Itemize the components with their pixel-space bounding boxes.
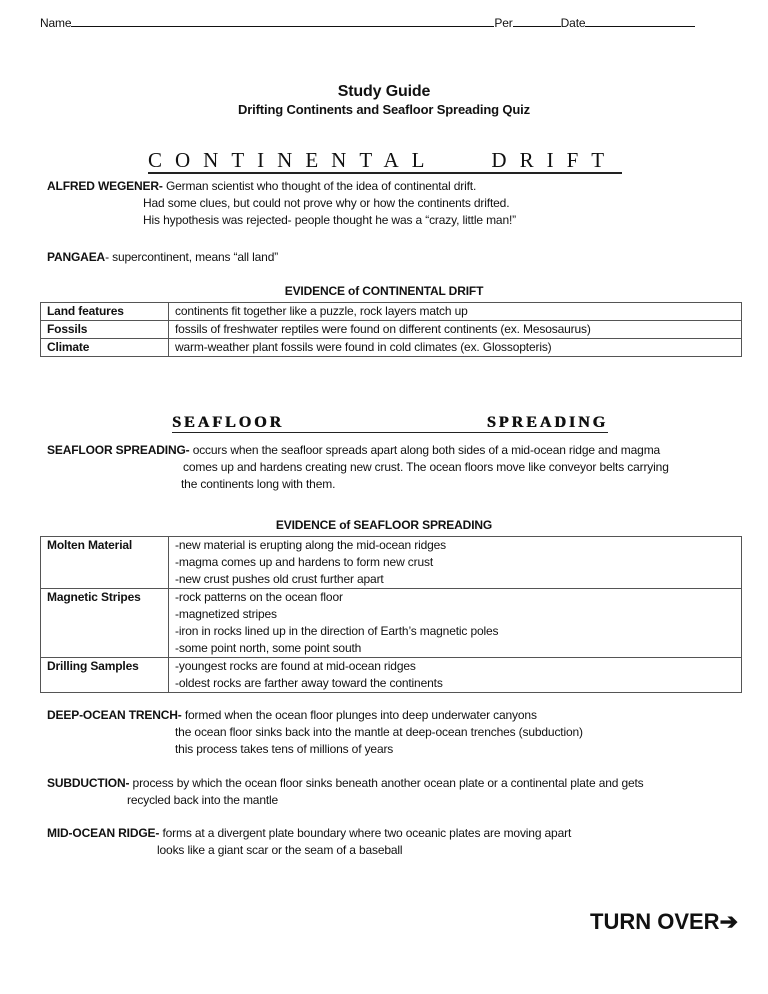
ridge-line: forms at a divergent plate boundary where two oceanic plates are moving apart xyxy=(162,826,572,840)
evidence-line: -rock patterns on the ocean floor xyxy=(175,590,343,604)
evidence-text xyxy=(169,589,742,658)
wegener-line: German scientist who thought of the idea of continental drift. xyxy=(165,179,477,193)
evidence-line: -oldest rocks are farther away toward the continents xyxy=(175,676,443,690)
seafloor-term: SEAFLOOR SPREADING- xyxy=(47,443,190,457)
wegener-line: Had some clues, but could not prove why or how the continents drifted. xyxy=(143,196,510,210)
subduction-line: recycled back into the mantle xyxy=(127,793,279,807)
subduction-line: process by which the ocean floor sinks beneath another ocean plate or a continental plate and gets xyxy=(132,776,644,790)
evidence-line: -magma comes up and hardens to form new crust xyxy=(175,555,434,569)
evidence-line: -new crust pushes old crust further apart xyxy=(175,572,384,586)
evidence-label: Drilling Samples xyxy=(41,658,169,693)
period-blank[interactable] xyxy=(513,14,561,27)
seafloor-evidence-heading: EVIDENCE of SEAFLOOR SPREADING xyxy=(275,518,493,532)
trench-line: the ocean floor sinks back into the mantle at deep-ocean trenches (subduction) xyxy=(175,725,583,739)
seafloor-evidence-table xyxy=(40,536,742,693)
evidence-line: -some point north, some point south xyxy=(175,641,362,655)
subduction-definition xyxy=(47,775,644,809)
period-label: Per xyxy=(494,16,513,30)
date-label: Date xyxy=(560,16,586,30)
pangaea-definition xyxy=(47,249,278,266)
name-blank[interactable] xyxy=(71,14,494,27)
seafloor-line: comes up and hardens creating new crust. The ocean floors move like conveyor belts carrying xyxy=(183,460,669,474)
pangaea-term: PANGAEA xyxy=(47,250,106,264)
evidence-line: -iron in rocks lined up in the direction of Earth’s magnetic poles xyxy=(175,624,499,638)
continental-drift-heading-wrap xyxy=(148,148,622,174)
evidence-line: -new material is erupting along the mid-ocean ridges xyxy=(175,538,447,552)
seafloor-definition xyxy=(47,442,669,493)
right-arrow-icon: ➔ xyxy=(719,909,738,934)
name-date-line xyxy=(40,14,695,31)
seafloor-line: occurs when the seafloor spreads apart along both sides of a mid-ocean ridge and magma xyxy=(192,443,661,457)
pangaea-text: - supercontinent, means “all land” xyxy=(105,250,279,264)
date-blank[interactable] xyxy=(585,14,695,27)
evidence-label: Molten Material xyxy=(41,537,169,589)
table-row xyxy=(41,537,742,589)
evidence-line: -youngest rocks are found at mid-ocean ridges xyxy=(175,659,416,673)
evidence-text: continents fit together like a puzzle, rock layers match up xyxy=(169,303,742,321)
evidence-label: Climate xyxy=(41,339,169,357)
wegener-term: ALFRED WEGENER- xyxy=(47,179,163,193)
ridge-term: MID-OCEAN RIDGE- xyxy=(47,826,160,840)
page-subtitle: Drifting Continents and Seafloor Spreading Quiz xyxy=(238,102,530,117)
turn-over-label xyxy=(590,909,738,935)
evidence-text: fossils of freshwater reptiles were found on different continents (ex. Mesosaurus) xyxy=(169,321,742,339)
seafloor-heading-left: SEAFLOOR xyxy=(172,414,285,431)
trench-definition xyxy=(47,707,583,758)
continental-evidence-heading: EVIDENCE of CONTINENTAL DRIFT xyxy=(284,284,484,298)
trench-term: DEEP-OCEAN TRENCH- xyxy=(47,708,182,722)
seafloor-heading-right: SPREADING xyxy=(486,414,608,431)
subduction-term: SUBDUCTION- xyxy=(47,776,130,790)
table-row xyxy=(41,321,742,339)
evidence-label: Land features xyxy=(41,303,169,321)
ridge-line: looks like a giant scar or the seam of a baseball xyxy=(157,843,403,857)
seafloor-heading xyxy=(172,414,608,433)
table-row xyxy=(41,589,742,658)
trench-line: this process takes tens of millions of years xyxy=(175,742,394,756)
evidence-line: -magnetized stripes xyxy=(175,607,277,621)
name-label: Name xyxy=(40,16,72,30)
trench-line: formed when the ocean floor plunges into deep underwater canyons xyxy=(184,708,537,722)
continental-drift-heading: CONTINENTAL DRIFT xyxy=(148,148,622,174)
evidence-label: Magnetic Stripes xyxy=(41,589,169,658)
table-row xyxy=(41,339,742,357)
turn-over-text: TURN OVER xyxy=(590,909,720,934)
wegener-line: His hypothesis was rejected- people thought he was a “crazy, little man!” xyxy=(143,213,517,227)
evidence-text: warm-weather plant fossils were found in cold climates (ex. Glossopteris) xyxy=(169,339,742,357)
page-title: Study Guide xyxy=(337,83,431,100)
table-row xyxy=(41,303,742,321)
evidence-label: Fossils xyxy=(41,321,169,339)
evidence-text xyxy=(169,658,742,693)
table-row xyxy=(41,658,742,693)
continental-evidence-table xyxy=(40,302,742,357)
wegener-definition xyxy=(47,178,516,229)
seafloor-line: the continents long with them. xyxy=(181,477,336,491)
ridge-definition xyxy=(47,825,571,859)
evidence-text xyxy=(169,537,742,589)
